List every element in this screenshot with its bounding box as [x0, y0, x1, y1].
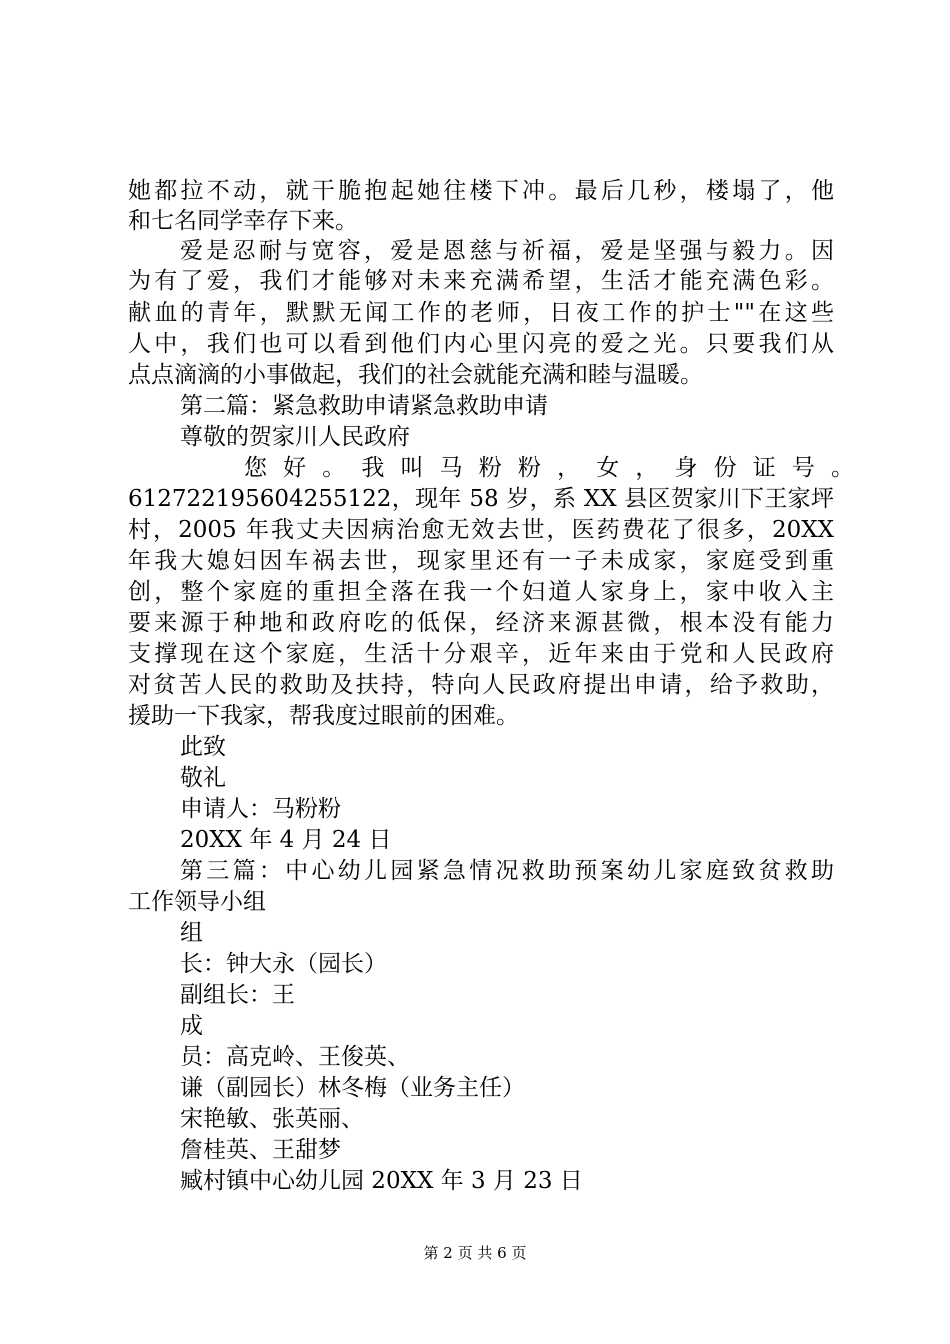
applicant: 申请人：马粉粉 [180, 796, 341, 822]
text-line: 人中，我们也可以看到他们内心里闪亮的爱之光。只要我们从 [128, 331, 834, 357]
text-line: 点点滴滴的小事做起，我们的社会就能充满和睦与温暖。 [128, 362, 703, 388]
text-line: 她都拉不动，就干脆抱起她往楼下冲。最后几秒，楼塌了，他 [128, 178, 834, 204]
text-line: 您好。我叫马粉粉，女，身份证号。 [244, 455, 854, 481]
page-footer: 第 2 页 共 6 页 [423, 1244, 527, 1262]
text-line: 和七名同学幸存下来。 [128, 208, 358, 234]
text-line: 詹桂英、王甜梦 [180, 1137, 341, 1163]
date: 20XX 年 4 月 24 日 [180, 827, 392, 853]
text-line: 对贫苦人民的救助及扶持，特向人民政府提出申请，给予救助， [128, 672, 834, 698]
text-line: 成 [180, 1013, 203, 1039]
closing: 此致 [180, 734, 226, 760]
text-line: 村，2005 年我丈夫因病治愈无效去世，医药费花了很多，20XX [128, 517, 834, 543]
text-line: 长：钟大永（园长） [180, 951, 387, 977]
closing: 敬礼 [180, 765, 226, 791]
section-heading: 工作领导小组 [128, 889, 266, 915]
text-line: 612722195604255122，现年 58 岁，系 XX 县区贺家川下王家坪 [128, 486, 834, 512]
text-line: 要来源于种地和政府吃的低保，经济来源甚微，根本没有能力 [128, 610, 834, 636]
text-line: 创，整个家庭的重担全落在我一个妇道人家身上，家中收入主 [128, 579, 834, 605]
text-line: 谦（副园长）林冬梅（业务主任） [180, 1075, 525, 1101]
section-heading: 第三篇：中心幼儿园紧急情况救助预案幼儿家庭致贫救助 [180, 858, 834, 884]
text-line: 献血的青年，默默无闻工作的老师，日夜工作的护士""在这些 [128, 300, 834, 326]
text-line: 援助一下我家，帮我度过眼前的困难。 [128, 703, 519, 729]
text-line: 为有了爱，我们才能够对未来充满希望，生活才能充满色彩。 [128, 268, 834, 294]
text-line: 年我大媳妇因车祸去世，现家里还有一子未成家，家庭受到重 [128, 548, 834, 574]
section-heading: 第二篇：紧急救助申请紧急救助申请 [180, 393, 548, 419]
text-line: 组 [180, 920, 203, 946]
text-line: 支撑现在这个家庭，生活十分艰辛，近年来由于党和人民政府 [128, 641, 834, 667]
text-line: 宋艳敏、张英丽、 [180, 1106, 364, 1132]
salutation: 尊敬的贺家川人民政府 [180, 424, 410, 450]
text-line: 副组长：王 [180, 982, 295, 1008]
text-line: 爱是忍耐与宽容，爱是恩慈与祈福，爱是坚强与毅力。因 [180, 238, 834, 264]
text-line: 员：高克岭、王俊英、 [180, 1044, 410, 1070]
text-line: 臧村镇中心幼儿园 20XX 年 3 月 23 日 [180, 1168, 583, 1194]
